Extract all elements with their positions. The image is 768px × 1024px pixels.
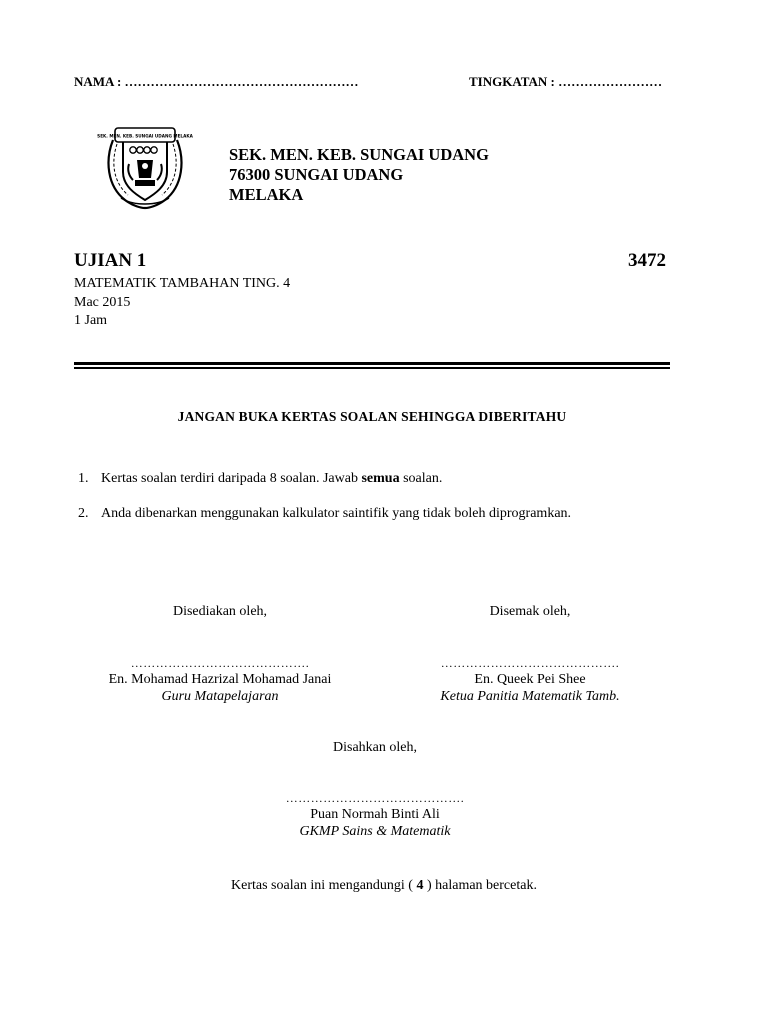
crest-banner-text: SEK. MEN. KEB. SUNGAI UDANG MELAKA <box>97 133 193 139</box>
approver-role: GKMP Sains & Matematik <box>299 824 451 839</box>
instruction-emphasis: semua <box>361 471 400 486</box>
instruction-text: Kertas soalan terdiri daripada 8 soalan. Jawab <box>101 471 362 486</box>
instruction-number: 2. <box>78 506 89 521</box>
signature-line: ……………………………………. <box>285 791 465 805</box>
double-divider <box>74 362 670 370</box>
checker-name: En. Queek Pei Shee <box>474 672 586 687</box>
footer-text-end: ) halaman bercetak. <box>423 878 537 893</box>
checker-role: Ketua Panitia Matematik Tamb. <box>440 689 620 704</box>
preparer-role: Guru Matapelajaran <box>161 689 279 704</box>
instruction-number: 1. <box>78 471 89 486</box>
school-info <box>229 145 489 205</box>
exam-title: UJIAN 1 <box>74 250 147 271</box>
preparer-name: En. Mohamad Hazrizal Mohamad Janai <box>108 672 332 687</box>
exam-duration: 1 Jam <box>74 313 108 328</box>
school-crest-icon <box>97 120 193 210</box>
instruction-item <box>78 471 442 487</box>
approved-signature-block <box>230 792 520 840</box>
footer-text: Kertas soalan ini mengandungi ( <box>231 878 417 893</box>
exam-date: Mac 2015 <box>74 294 131 310</box>
school-name: SEK. MEN. KEB. SUNGAI UDANG <box>229 145 489 164</box>
exam-code: 3472 <box>628 250 666 271</box>
checked-by-label: Disemak oleh, <box>489 604 571 619</box>
school-state: MELAKA <box>229 185 304 204</box>
signature-line: ……………………………………. <box>130 656 310 670</box>
instruction-item <box>78 506 571 522</box>
warning-heading: JANGAN BUKA KERTAS SOALAN SEHINGGA DIBERITAHU <box>177 409 567 424</box>
checked-signature-block <box>390 657 670 705</box>
nama-field-label: NAMA : ……………………………………………… <box>74 74 359 89</box>
page-count: 4 <box>416 878 424 893</box>
school-address: 76300 SUNGAI UDANG <box>229 165 404 184</box>
prepared-by-label: Disediakan oleh, <box>172 604 268 619</box>
exam-subject: MATEMATIK TAMBAHAN TING. 4 <box>74 276 291 291</box>
tingkatan-field-label: TINGKATAN : …………………… <box>469 74 663 89</box>
approved-by-label: Disahkan oleh, <box>333 740 417 755</box>
crest-svg <box>97 120 193 210</box>
approver-name: Puan Normah Binti Ali <box>310 807 440 822</box>
instruction-text-end: soalan. <box>399 471 443 486</box>
exam-info <box>74 275 290 331</box>
signature-line: ……………………………………. <box>440 656 620 670</box>
instruction-text: Anda dibenarkan menggunakan kalkulator saintifik yang tidak boleh diprogramkan. <box>101 506 572 521</box>
prepared-signature-block <box>75 657 365 705</box>
page-count-note <box>74 878 694 894</box>
